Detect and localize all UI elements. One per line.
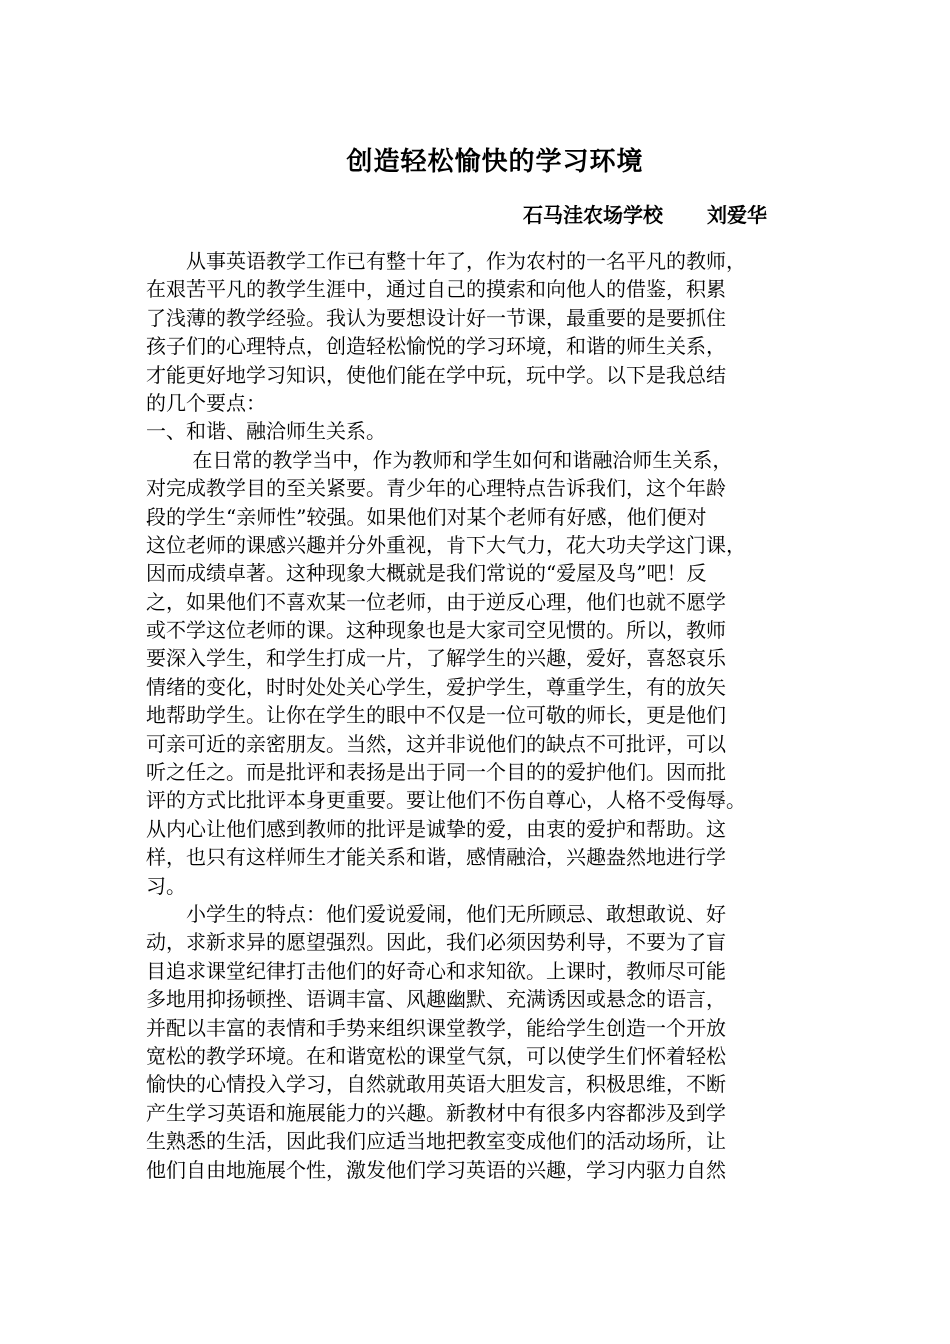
text-line: 地帮助学生。让你在学生的眼中不仅是一位可敬的师长，更是他们 [146, 703, 726, 728]
text-line: 了浅薄的教学经验。我认为要想设计好一节课，最重要的是要抓住 [146, 305, 726, 330]
text-line: 从事英语教学工作已有整十年了，作为农村的一名平凡的教师， [146, 249, 746, 273]
author-name: 刘爱华 [707, 203, 767, 227]
text-line: 目追求课堂纪律打击他们的好奇心和求知欲。上课时，教师尽可能 [146, 958, 726, 983]
text-line: 愉快的心情投入学习，自然就敢用英语大胆发言，积极思维，不断 [146, 1072, 726, 1097]
text-line: 的几个要点： [146, 390, 266, 415]
text-line: 段的学生“亲师性”较强。如果他们对某个老师有好感，他们便对 [146, 504, 707, 529]
text-line: 可亲可近的亲密朋友。当然，这并非说他们的缺点不可批评，可以 [146, 731, 726, 756]
text-line: 样，也只有这样师生才能关系和谐，感情融洽，兴趣盎然地进行学 [146, 845, 726, 870]
text-line: 他们自由地施展个性，激发他们学习英语的兴趣，学习内驱力自然 [146, 1157, 726, 1182]
body-text [146, 247, 808, 1184]
text-line: 因而成绩卓著。这种现象大概就是我们常说的“爱屋及鸟”吧！反 [146, 561, 707, 586]
text-line: 这位老师的课感兴趣并分外重视，肯下大气力，花大功夫学这门课， [146, 532, 746, 557]
text-line: 才能更好地学习知识，使他们能在学中玩，玩中学。以下是我总结 [146, 362, 726, 387]
text-line: 之，如果他们不喜欢某一位老师，由于逆反心理，他们也就不愿学 [146, 589, 726, 614]
text-line: 评的方式比批评本身更重要。要让他们不伤自尊心，人格不受侮辱。 [146, 788, 746, 813]
document-title: 创造轻松愉快的学习环境 [346, 147, 644, 177]
text-line: 要深入学生，和学生打成一片，了解学生的兴趣，爱好，喜怒哀乐 [146, 646, 726, 671]
text-line: 对完成教学目的至关紧要。青少年的心理特点告诉我们，这个年龄 [146, 476, 726, 501]
text-line: 动，求新求异的愿望强烈。因此，我们必须因势利导，不要为了盲 [146, 930, 726, 955]
text-line: 多地用抑扬顿挫、语调丰富、风趣幽默、充满诱因或悬念的语言， [146, 987, 726, 1012]
school-name: 石马洼农场学校 [523, 203, 663, 227]
text-line: 听之任之。而是批评和表扬是出于同一个目的的爱护他们。因而批 [146, 760, 726, 785]
text-line: 习。 [146, 873, 186, 898]
text-line: 产生学习英语和施展能力的兴趣。新教材中有很多内容都涉及到学 [146, 1100, 726, 1125]
text-line: 宽松的教学环境。在和谐宽松的课堂气氛，可以使学生们怀着轻松 [146, 1043, 726, 1068]
text-line: 生熟悉的生活，因此我们应适当地把教室变成他们的活动场所，让 [146, 1129, 726, 1154]
text-line: 情绪的变化，时时处处关心学生，爱护学生，尊重学生，有的放矢 [146, 674, 726, 699]
text-line: 在日常的教学当中，作为教师和学生如何和谐融洽师生关系， [146, 447, 733, 472]
text-line: 或不学这位老师的课。这种现象也是大家司空见惯的。所以，教师 [146, 618, 726, 643]
text-line: 并配以丰富的表情和手势来组织课堂教学，能给学生创造一个开放 [146, 1015, 726, 1040]
text-line: 孩子们的心理特点，创造轻松愉悦的学习环境，和谐的师生关系， [146, 334, 726, 359]
text-line: 从内心让他们感到教师的批评是诚挚的爱，由衷的爱护和帮助。这 [146, 816, 726, 841]
text-line: 小学生的特点：他们爱说爱闹，他们无所顾忌、敢想敢说、好 [146, 901, 726, 926]
byline [523, 199, 767, 228]
text-line: 一、和谐、融洽师生关系。 [146, 419, 386, 444]
text-line: 在艰苦平凡的教学生涯中，通过自己的摸索和向他人的借鉴，积累 [146, 277, 726, 302]
